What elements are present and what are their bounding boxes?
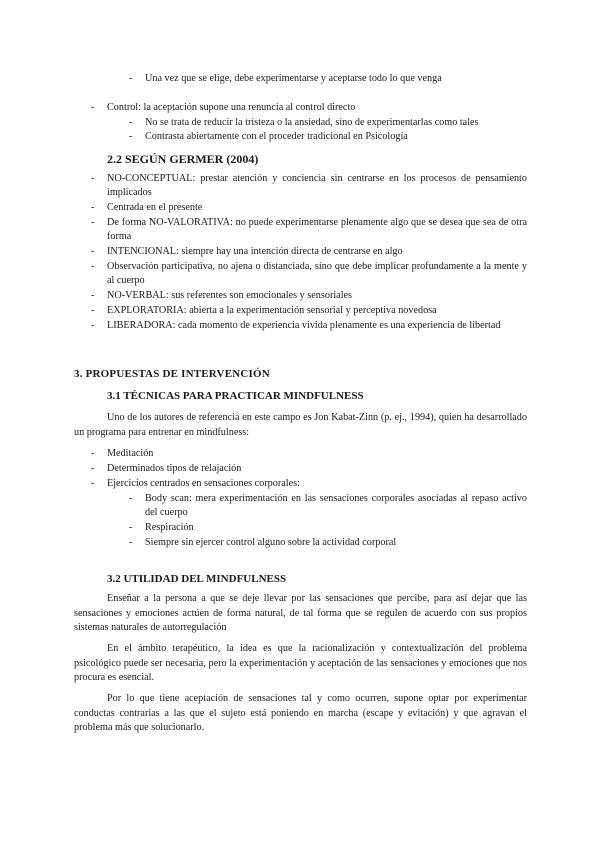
bullet-dash: -: [129, 117, 133, 128]
list-item: [91, 260, 527, 288]
bullet-dash: -: [91, 102, 95, 113]
list-item-text: NO-CONCEPTUAL: prestar atención y conciencia sin centrarse en los procesos de pensamiento implicados: [107, 173, 527, 198]
list-item-text: De forma NO-VALORATIVA: no puede experimentarse plenamente algo que se desea que sea de otra forma: [107, 217, 527, 242]
bullet-dash: -: [91, 290, 95, 301]
list-item: [91, 304, 527, 318]
list-item: [91, 477, 527, 491]
bullet-dash: -: [91, 246, 95, 257]
list-item: [91, 289, 527, 303]
bullet-dash: -: [91, 478, 95, 489]
paragraph-intro: Uno de los autores de referencia en este campo es Jon Kabat-Zinn (p. ej., 1994), quien ha desarrollado un programa para entrenar en mindfulness:: [74, 412, 527, 438]
list-item: [129, 536, 527, 550]
paragraph: Enseñar a la persona a que se deje llevar por las sensaciones que percibe, para así dejar que las sensaciones y emociones actúen de forma natural, de tal forma que se regulen de acuerdo con sus propios sistemas naturales de autorregulación: [74, 593, 527, 633]
list-item-text: Determinados tipos de relajación: [107, 463, 242, 474]
bullet-dash: -: [91, 305, 95, 316]
bullet-dash: -: [129, 73, 133, 84]
bullet-dash: -: [129, 537, 133, 548]
list-item-text: Body scan: mera experimentación en las sensaciones corporales asociadas al repaso activo del cuerpo: [145, 493, 527, 518]
list-item: [91, 447, 527, 461]
bullet-dash: -: [129, 131, 133, 142]
bullet-dash: -: [91, 217, 95, 228]
bullet-dash: -: [91, 202, 95, 213]
section-heading-propuestas: 3. PROPUESTAS DE INTERVENCIÓN: [74, 368, 270, 380]
list-item: [129, 521, 527, 535]
list-item-text: Ejercicios centrados en sensaciones corporales:: [107, 478, 300, 489]
list-item-text: NO-VERBAL: sus referentes son emocionales y sensoriales: [107, 290, 353, 301]
paragraph: Por lo que tiene aceptación de sensaciones tal y como ocurren, supone optar por experimentar conductas contrarias a las que el sujeto está poniendo en marcha (escape y evitación) y que agravan el problema más que solucionarlo.: [74, 693, 527, 733]
section-heading-germer: 2.2 SEGÚN GERMER (2004): [107, 152, 259, 166]
bullet-dash: -: [91, 448, 95, 459]
list-item: [91, 319, 527, 333]
bullet-dash: -: [91, 463, 95, 474]
list-item-text: Control: la aceptación supone una renuncia al control directo: [107, 102, 356, 113]
list-item-text: Meditación: [107, 448, 154, 459]
list-item-control: [91, 101, 527, 115]
bullet-dash: -: [91, 320, 95, 331]
list-item: [129, 72, 527, 86]
paragraph: En el ámbito terapéutico, la idea es que la racionalización y contextualización del problema psicológico puede ser necesaria, pero la experimentación y aceptación de las sensaciones y emociones que nos procura es esencial.: [74, 643, 527, 683]
list-item-text: EXPLORATORIA: abierta a la experimentación sensorial y perceptiva novedosa: [107, 305, 437, 316]
list-item: [91, 216, 527, 244]
list-item-text: Respiración: [145, 522, 194, 533]
bullet-dash: -: [129, 493, 133, 504]
bullet-dash: -: [91, 261, 95, 272]
list-item: [129, 492, 527, 520]
list-item-text: Una vez que se elige, debe experimentarse y aceptarse todo lo que venga: [145, 73, 442, 84]
list-item: [91, 245, 527, 259]
bullet-dash: -: [129, 522, 133, 533]
list-item-text: Siempre sin ejercer control alguno sobre la actividad corporal: [145, 537, 397, 548]
list-item-text: Centrada en el presente: [107, 202, 203, 213]
section-heading-utilidad: 3.2 UTILIDAD DEL MINDFULNESS: [107, 573, 287, 585]
list-item-text: No se trata de reducir la tristeza o la ansiedad, sino de experimentarlas como tales: [145, 117, 479, 128]
list-item: [129, 116, 527, 130]
list-item: [91, 172, 527, 200]
list-item-text: INTENCIONAL: siempre hay una intención directa de centrarse en algo: [107, 246, 403, 257]
bullet-dash: -: [91, 173, 95, 184]
list-item-text: Contrasta abiertamente con el proceder tradicional en Psicología: [145, 131, 408, 142]
section-heading-tecnicas: 3.1 TÉCNICAS PARA PRACTICAR MINDFULNESS: [107, 390, 364, 402]
list-item-text: Observación participativa, no ajena o distanciada, sino que debe implicar profundamente a la mente y al cuerpo: [107, 261, 527, 286]
list-item: [91, 462, 527, 476]
list-item: [129, 130, 527, 144]
list-item-text: LIBERADORA: cada momento de experiencia vivida plenamente es una experiencia de libertad: [107, 320, 501, 331]
list-item: [91, 201, 527, 215]
